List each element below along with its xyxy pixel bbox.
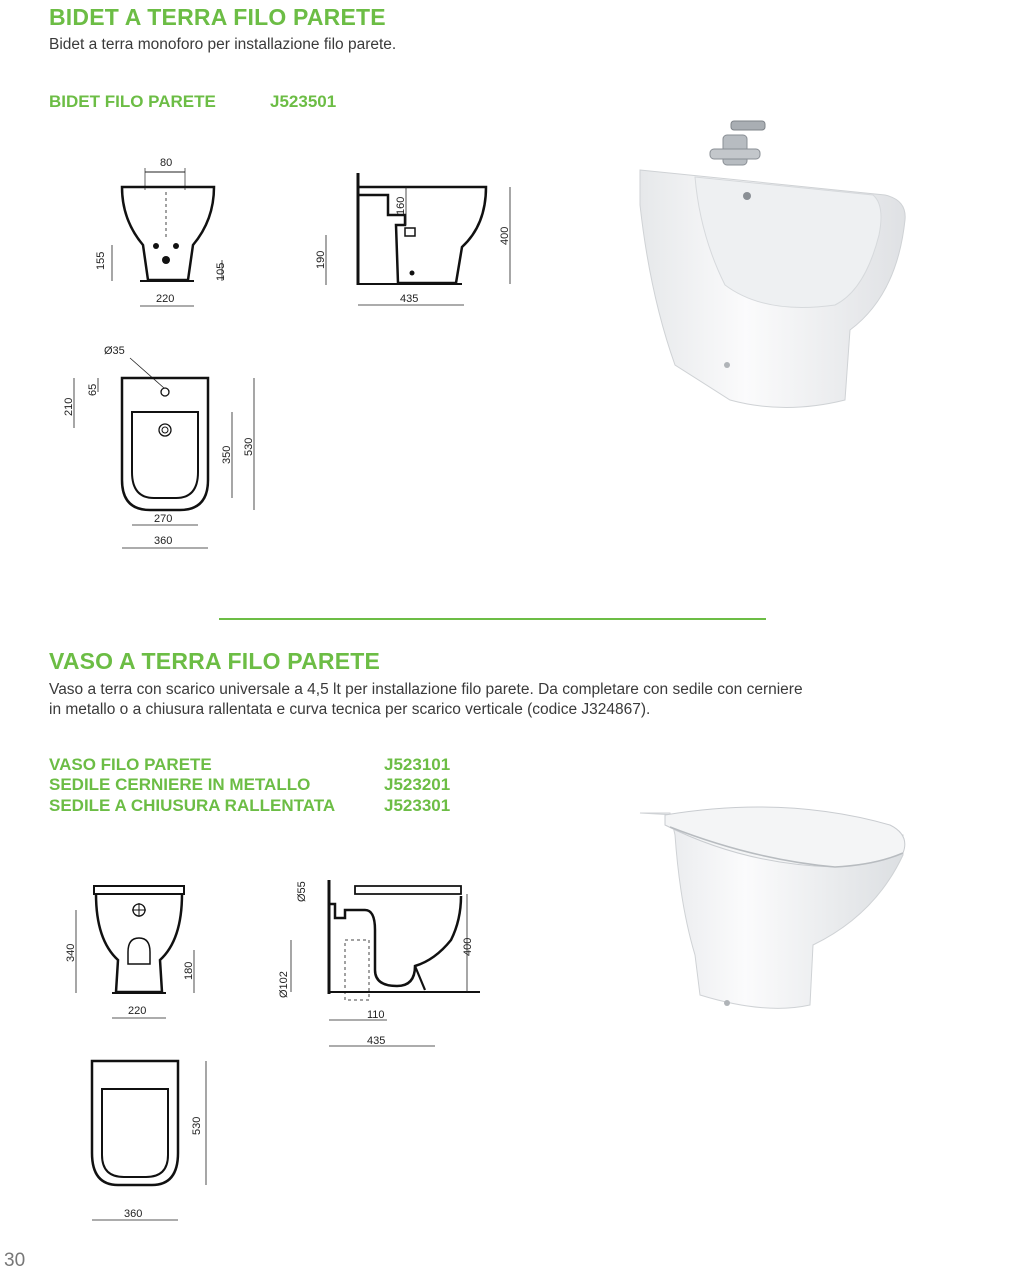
bidet-top-drawing: [60, 340, 270, 555]
vaso-top-dim-w: 360: [124, 1208, 143, 1220]
bidet-side-dim-h3: 400: [499, 226, 511, 245]
vaso-product-code-1: J523101: [384, 755, 451, 774]
vaso-side-dim-w1: 110: [367, 1009, 385, 1021]
bidet-section-title: BIDET A TERRA FILO PARETE: [49, 4, 386, 30]
bidet-top-dim-w2: 360: [154, 535, 173, 547]
vaso-side-dim-h: 400: [462, 937, 474, 956]
bidet-top-dim-h3: 350: [221, 445, 233, 464]
bidet-top-dim-w1: 270: [154, 513, 173, 525]
vaso-front-drawing: [60, 880, 210, 1025]
vaso-section-title: VASO A TERRA FILO PARETE: [49, 648, 381, 674]
vaso-product-name-3: SEDILE A CHIUSURA RALLENTATA: [49, 796, 336, 815]
bidet-product-image: [635, 115, 910, 415]
bidet-side-drawing: [310, 165, 525, 315]
vaso-front-dim-h1: 340: [65, 943, 77, 962]
vaso-front-dim-h2: 180: [183, 961, 195, 980]
vaso-top-drawing: [80, 1055, 225, 1225]
vaso-side-drawing: [275, 870, 490, 1050]
section-divider: [219, 618, 766, 620]
vaso-product-name-2: SEDILE CERNIERE IN METALLO: [49, 775, 311, 794]
vaso-side-dim-dia2: Ø102: [278, 971, 290, 998]
vaso-product-code-2: J523201: [384, 775, 451, 794]
bidet-product-code: J523501: [270, 92, 337, 111]
vaso-top-dim-h: 530: [191, 1116, 203, 1135]
vaso-product-code-3: J523301: [384, 796, 451, 815]
bidet-front-dim-h1: 155: [95, 251, 107, 270]
bidet-top-dim-h4: 530: [243, 437, 255, 456]
bidet-side-dim-h2: 160: [395, 196, 407, 215]
vaso-product-name-1: VASO FILO PARETE: [49, 755, 212, 774]
vaso-side-dim-dia1: Ø55: [296, 881, 308, 902]
vaso-side-dim-w2: 435: [367, 1035, 386, 1047]
bidet-product-name: BIDET FILO PARETE: [49, 92, 216, 111]
bidet-description: Bidet a terra monoforo per installazione filo parete.: [49, 36, 397, 53]
vaso-front-dim-w: 220: [128, 1005, 147, 1017]
bidet-side-dim-w: 435: [400, 293, 419, 305]
page-number: 30: [4, 1250, 26, 1271]
bidet-top-dim-h2: 65: [87, 383, 99, 396]
bidet-top-dim-h1: 210: [63, 397, 75, 416]
bidet-top-dim-dia: Ø35: [104, 345, 125, 357]
bidet-front-dim-h2: 105: [215, 262, 227, 281]
vaso-description-line2: in metallo o a chiusura rallentata e curva tecnica per scarico verticale (codice J324867).: [49, 701, 651, 718]
bidet-front-drawing: [90, 150, 240, 315]
bidet-front-dim-w: 220: [156, 293, 175, 305]
vaso-product-image: [635, 795, 910, 1020]
vaso-description-line1: Vaso a terra con scarico universale a 4,5 lt per installazione filo parete. Da completare con sedile con cerniere: [49, 681, 803, 698]
bidet-side-dim-h1: 190: [315, 250, 327, 269]
bidet-front-dim-top: 80: [160, 157, 173, 169]
